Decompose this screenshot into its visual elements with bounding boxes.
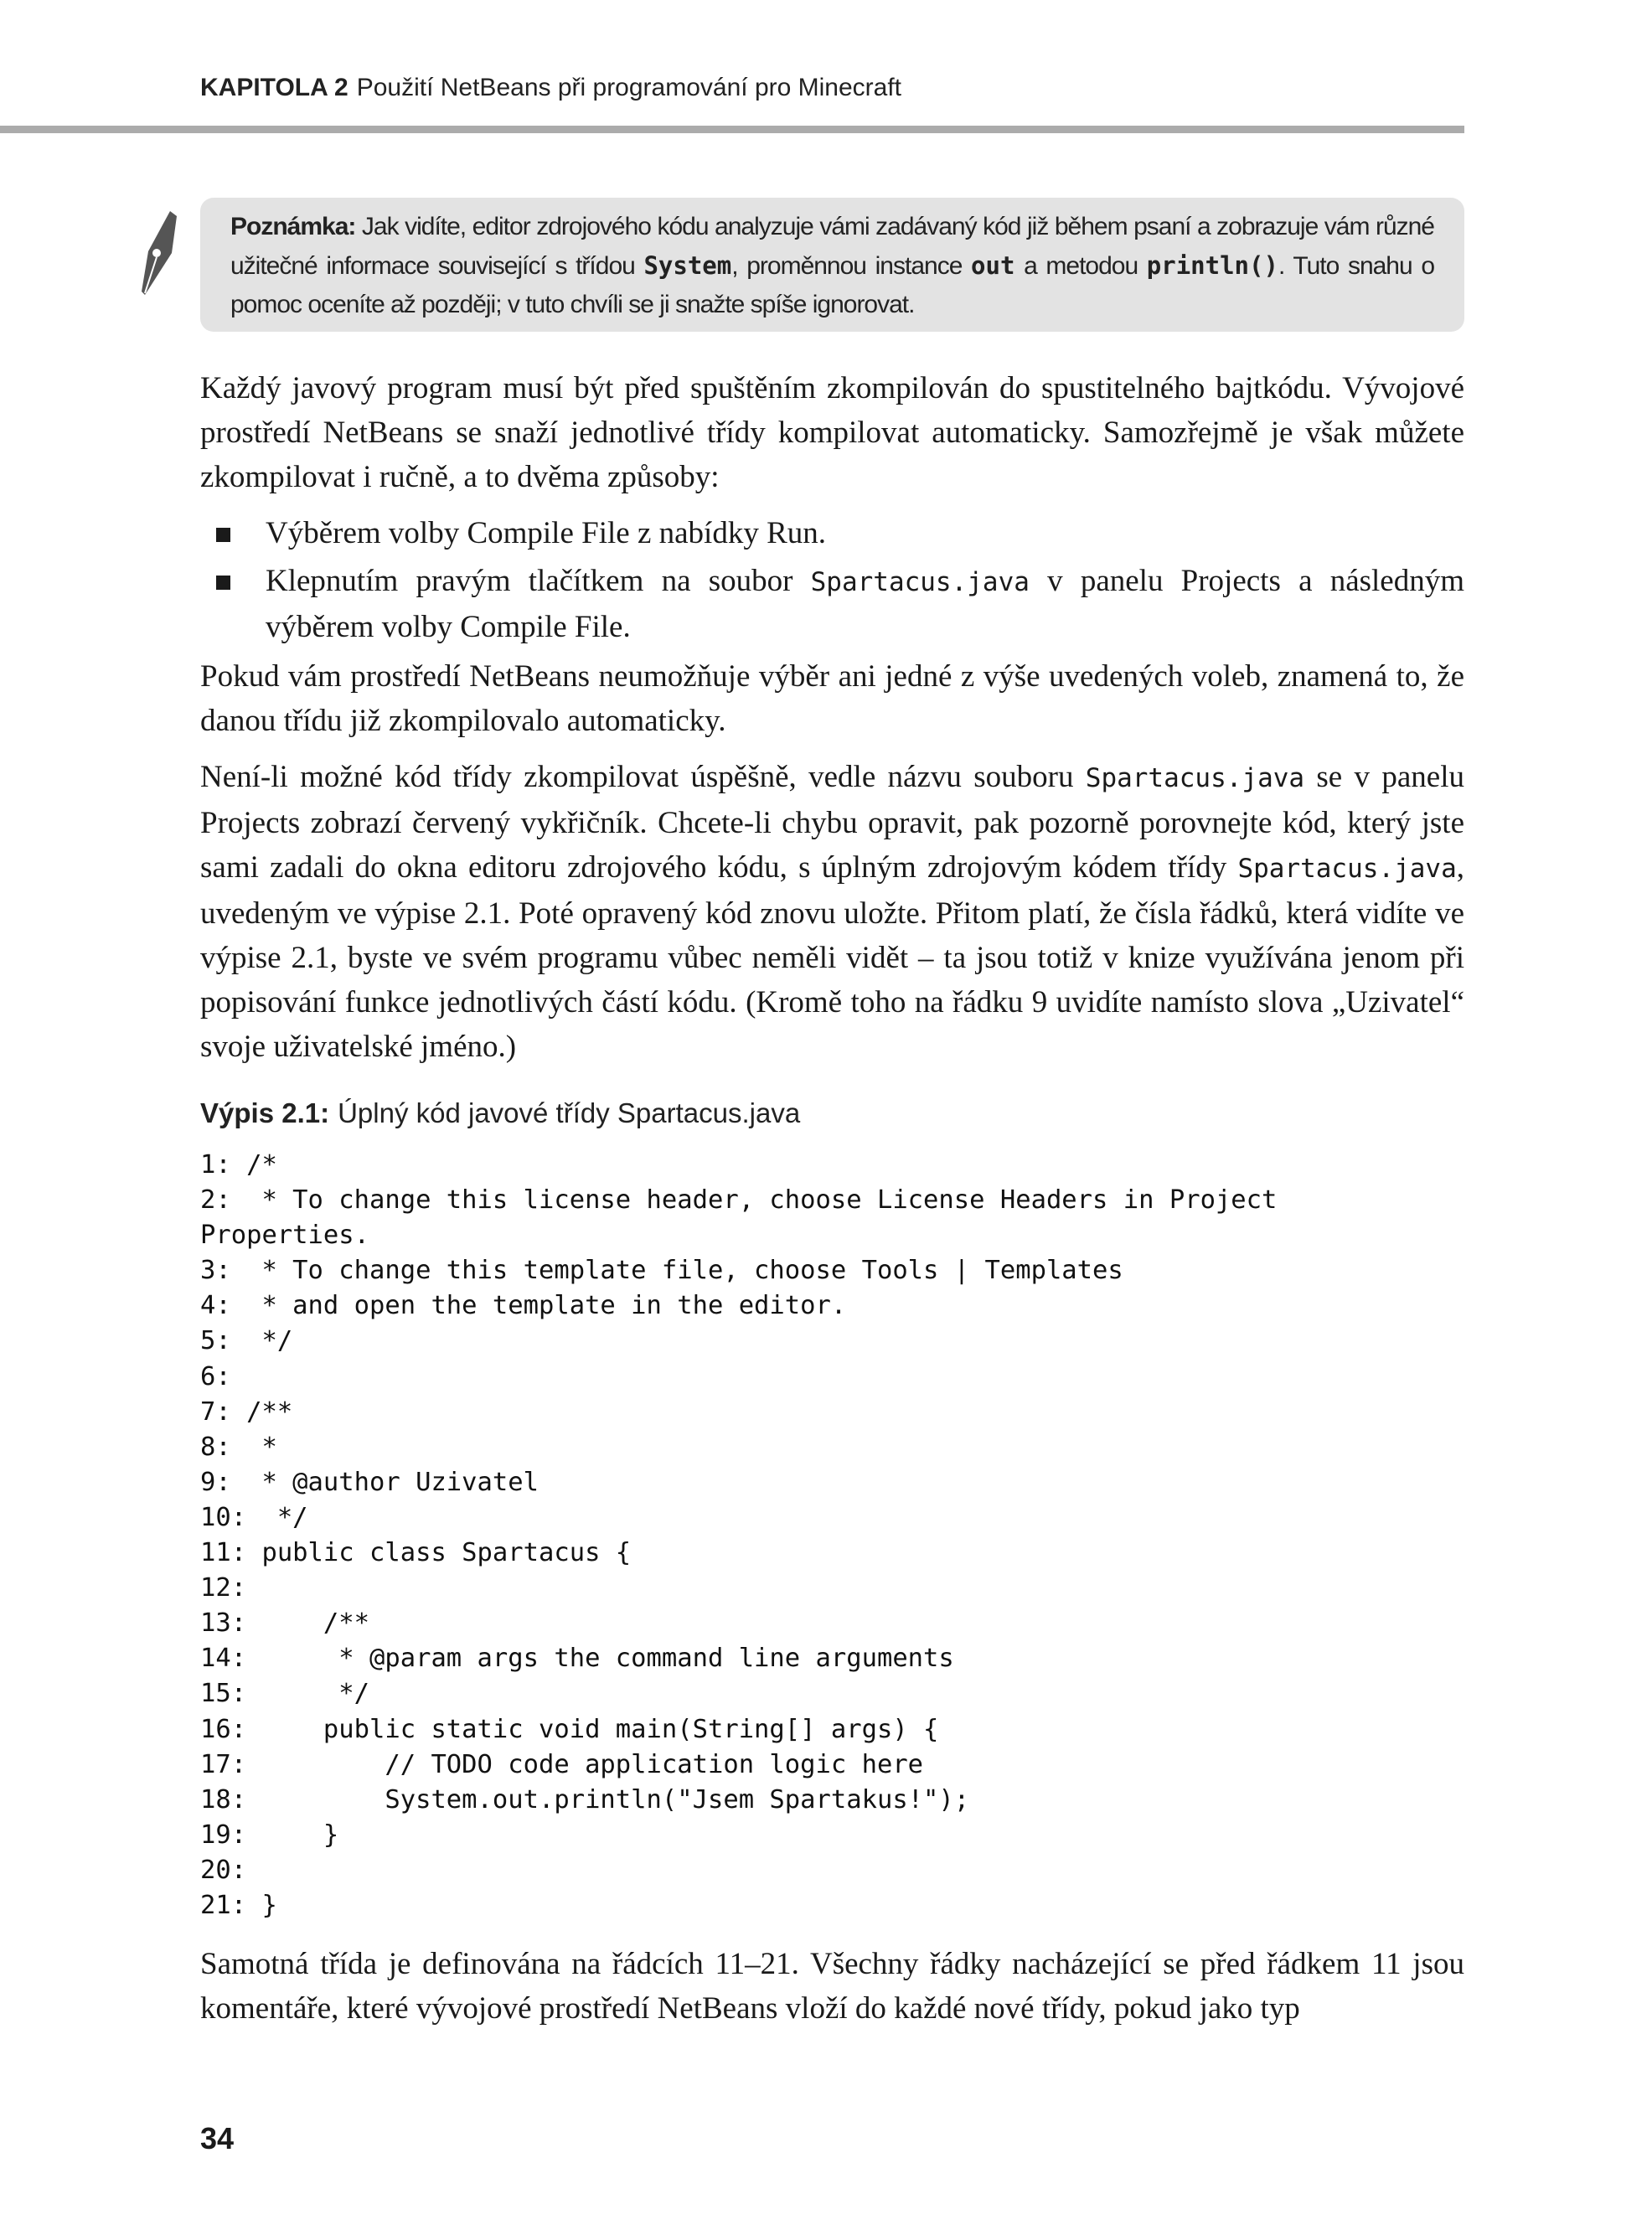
code-listing: 1: /* 2: * To change this license header, choose License Headers in Project Properties. 3: * To change this template file, choose Tools | Templates 4: * and open the template in the editor. 5: */ 6: 7: /** 8: * 9: * @author Uzivatel 10: */ 11: public class Spartacus { 12: 13: /** 14: * @param args the command line arguments 15: */ 16: public static void main(String[] args) { 17: // TODO code application logic here 18: System.out.println("Jsem Spartakus!"); 19: } 20: 21: } <box>200 1150 1278 1920</box>
list-item-text: Klepnutím pravým tlačítkem na soubor <box>266 564 811 598</box>
text: se v panelu Projects zobrazí červený vykřičník. Chcete-li chybu opravit, pak pozorně porovnejte kód, který jste sami zadali do okna editoru zdrojového kódu, s úplným zdrojovým kódem třídy <box>200 760 1464 885</box>
running-header <box>200 74 901 102</box>
note-code: System <box>643 251 732 280</box>
paragraph: Pokud vám prostředí NetBeans neumožňuje výběr ani jedné z výše uvedených voleb, znamená to, že danou třídu již zkompilovalo automaticky. <box>200 659 1464 738</box>
chapter-label: KAPITOLA 2 <box>200 74 348 101</box>
listing-label: Výpis 2.1: <box>200 1097 330 1128</box>
listing-title: Úplný kód javové třídy Spartacus.java <box>338 1097 801 1128</box>
note-code: out <box>971 251 1015 280</box>
text: Není-li možné kód třídy zkompilovat úspěšně, vedle názvu souboru <box>200 760 1086 794</box>
page-number: 34 <box>200 2121 235 2155</box>
note-label: Poznámka: <box>230 213 356 240</box>
bullet-list <box>200 511 1464 649</box>
bullet-square-icon <box>216 528 230 542</box>
note-code: println() <box>1146 251 1278 280</box>
pen-nib-icon <box>138 211 180 295</box>
list-item-text: v panelu Projects a následným výběrem volby Compile File. <box>266 564 1464 644</box>
note-box <box>200 198 1464 332</box>
note-text: Jak vidíte, editor zdrojového kódu analyzuje vámi zadávaný kód již během psaní a zobrazuje vám různé užitečné informace související s třídou <box>230 213 1434 280</box>
note-text: a metodou <box>1014 252 1147 280</box>
list-item <box>200 511 1464 555</box>
body-text-bottom <box>200 1942 1464 2031</box>
list-item-text: Výběrem volby Compile File z nabídky Run. <box>266 516 826 550</box>
header-rule <box>0 126 1464 133</box>
listing-caption <box>200 1097 800 1129</box>
paragraph <box>200 755 1464 1069</box>
inline-code: Spartacus.java <box>810 567 1030 597</box>
inline-code: Spartacus.java <box>1237 854 1457 884</box>
bullet-square-icon <box>216 576 230 590</box>
note-text: , proměnnou instance <box>731 252 972 280</box>
paragraph: Samotná třída je definována na řádcích 11–21. Všechny řádky nacházející se před řádkem 11 jsou komentáře, které vývojové prostředí NetBeans vloží do každé nové třídy, pokud jako typ <box>200 1947 1464 2026</box>
paragraph: Každý javový program musí být před spuštěním zkompilován do spustitelného bajtkódu. Vývojové prostředí NetBeans se snaží jednotlivé třídy kompilovat automaticky. Samozřejmě je však můžete zkompilovat i ručně, a to dvěma způsoby: <box>200 371 1464 494</box>
chapter-title: Použití NetBeans při programování pro Minecraft <box>356 74 902 101</box>
note-text: . Tuto snahu o pomoc oceníte až později; v tuto chvíli se ji snažte spíše ignorovat. <box>230 252 1435 318</box>
body-text-top <box>200 366 1464 1069</box>
list-item <box>200 559 1464 649</box>
text: , uvedeným ve výpise 2.1. Poté opravený kód znovu uložte. Přitom platí, že čísla řádků, která vidíte ve výpise 2.1, byste ve svém programu vůbec neměli vidět – ta jsou totiž v knize využívána jenom při popisování funkce jednotlivých částí kódu. (Kromě toho na řádku 9 uvidíte namísto slova „Uzivatel“ svoje uživatelské jméno.) <box>200 850 1464 1064</box>
inline-code: Spartacus.java <box>1085 763 1305 793</box>
